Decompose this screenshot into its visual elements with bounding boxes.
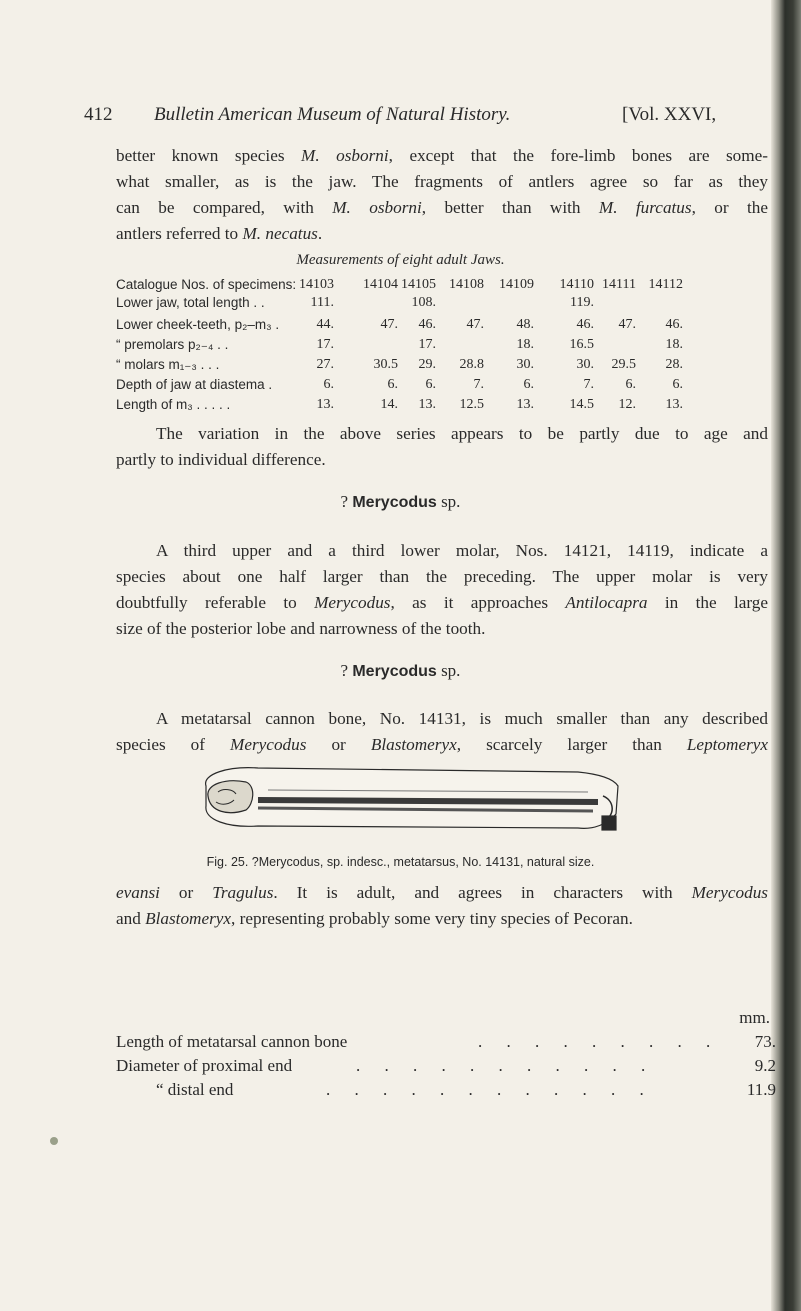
measurement-cell: 29.: [418, 357, 436, 372]
measurement-cell: 18.: [665, 337, 683, 352]
section-heading-2: ? Merycodus sp.: [340, 661, 461, 680]
measurement-cell: 17.: [316, 337, 334, 352]
measurement-cell: 47.: [466, 317, 484, 332]
catalogue-number-cell: 14109: [499, 277, 534, 292]
table-row: [116, 357, 776, 375]
measurement-cell: 14.5: [569, 397, 594, 412]
measurement-cell: 6.: [323, 377, 334, 392]
measurement-cell: 13.: [516, 397, 534, 412]
unit-label: mm.: [739, 1008, 770, 1027]
measurement-cell: 28.: [665, 357, 683, 372]
measurement-cell: 108.: [411, 295, 436, 310]
measurement-cell: 47.: [618, 317, 636, 332]
measurement-cell: 30.: [516, 357, 534, 372]
table-row: [116, 377, 776, 395]
dimension-row: [116, 1032, 776, 1054]
measurement-cell: 44.: [316, 317, 334, 332]
row-label: “ molars m₁₋₃ . . .: [116, 357, 220, 372]
measurement-cell: 16.5: [569, 337, 594, 352]
row-label: Lower cheek-teeth, p₂–m₃ .: [116, 317, 280, 332]
measurement-cell: 7.: [473, 377, 484, 392]
text-line: The variation in the above series appears to be partly due to age and: [156, 424, 768, 443]
metatarsus-bone-illustration: [206, 768, 618, 830]
table-row: [116, 397, 776, 415]
measurement-cell: 6.: [625, 377, 636, 392]
dimension-label: “ distal end: [156, 1080, 234, 1099]
table-row: [116, 317, 776, 335]
measurement-cell: 46.: [418, 317, 436, 332]
measurement-cell: 6.: [425, 377, 436, 392]
metatarsus-figure: [198, 756, 628, 848]
dimension-value: 73.: [754, 1032, 776, 1051]
text-line: A metatarsal cannon bone, No. 14131, is much smaller than any described: [156, 709, 768, 728]
page-number: 412: [84, 104, 113, 125]
continuation-paragraph: [116, 880, 768, 932]
text-line: better known species M. osborni, except that the fore-limb bones are some-: [116, 146, 768, 165]
scan-spot: [50, 1137, 58, 1145]
section2-paragraph: [116, 706, 768, 758]
text-line: and Blastomeryx, representing probably some very tiny species of Pecoran.: [116, 909, 633, 928]
dimension-label: Diameter of proximal end: [116, 1056, 293, 1075]
measurement-cell: 119.: [570, 295, 594, 310]
text-line: can be compared, with M. osborni, better than with M. furcatus, or the: [116, 198, 768, 217]
catalogue-number-cell: 14103: [299, 277, 334, 292]
running-head: [84, 104, 774, 128]
measurement-cell: 6.: [523, 377, 534, 392]
measurement-cell: 17.: [418, 337, 436, 352]
measurement-cell: 13.: [418, 397, 436, 412]
dimension-label: Length of metatarsal cannon bone: [116, 1032, 348, 1051]
measurement-cell: 28.8: [459, 357, 484, 372]
dimension-row: [116, 1080, 776, 1102]
row-label: “ premolars p₂₋₄ . .: [116, 337, 229, 352]
row-label: Lower jaw, total length . .: [116, 295, 265, 310]
section-heading-1: ? Merycodus sp.: [340, 492, 461, 511]
measurement-cell: 6.: [672, 377, 683, 392]
dimension-value: 9.2: [754, 1056, 776, 1075]
dimension-row: [116, 1056, 776, 1078]
text-line: antlers referred to M. necatus.: [116, 224, 323, 243]
leader-dots: . . . . . . . . . . . .: [326, 1080, 654, 1099]
figure-caption: Fig. 25. ?Merycodus, sp. indesc., metatarsus, No. 14131, natural size.: [206, 855, 595, 869]
measurement-cell: 6.: [387, 377, 398, 392]
journal-title: Bulletin American Museum of Natural History.: [154, 104, 511, 125]
row-label: Catalogue Nos. of specimens:: [116, 277, 297, 292]
leader-dots: . . . . . . . . . . .: [356, 1056, 656, 1075]
text-line: doubtfully referable to Merycodus, as it approaches Antilocapra in the large: [116, 593, 768, 612]
catalogue-number-cell: 14104: [363, 277, 398, 292]
catalogue-number-cell: 14110: [559, 277, 594, 292]
table-row: [116, 295, 776, 313]
dimension-value: 11.9: [746, 1080, 776, 1099]
table-header-row: [116, 277, 776, 295]
leader-dots: . . . . . . . . .: [478, 1032, 721, 1051]
measurement-cell: 27.: [316, 357, 334, 372]
catalogue-number-cell: 14105: [401, 277, 436, 292]
measurement-cell: 46.: [576, 317, 594, 332]
measurement-cell: 30.5: [373, 357, 398, 372]
measurement-cell: 48.: [516, 317, 534, 332]
measurement-cell: 12.5: [459, 397, 484, 412]
row-label: Depth of jaw at diastema .: [116, 377, 273, 392]
section1-paragraph: [116, 538, 768, 642]
measurement-cell: 18.: [516, 337, 534, 352]
measurement-cell: 13.: [665, 397, 683, 412]
row-label: Length of m₃ . . . . .: [116, 397, 231, 412]
text-line: species of Merycodus or Blastomeryx, scarcely larger than Leptomeryx: [116, 735, 769, 754]
intro-paragraph: [116, 143, 768, 247]
variation-paragraph: [116, 421, 768, 473]
measurement-cell: 29.5: [611, 357, 636, 372]
text-line: what smaller, as is the jaw. The fragments of antlers agree so far as they: [116, 172, 768, 191]
binding-edge: [771, 0, 801, 1311]
text-line: evansi or Tragulus. It is adult, and agrees in characters with Merycodus: [116, 883, 768, 902]
measurement-cell: 47.: [380, 317, 398, 332]
table-title: Measurements of eight adult Jaws.: [296, 252, 505, 268]
measurement-cell: 14.: [380, 397, 398, 412]
measurement-cell: 46.: [665, 317, 683, 332]
measurement-cell: 30.: [576, 357, 594, 372]
catalogue-number-cell: 14112: [648, 277, 683, 292]
volume-label: [Vol. XXVI,: [622, 104, 717, 125]
text-line: partly to individual difference.: [116, 450, 326, 469]
text-line: size of the posterior lobe and narrowness of the tooth.: [116, 619, 486, 638]
measurement-cell: 7.: [583, 377, 594, 392]
catalogue-number-cell: 14108: [449, 277, 484, 292]
measurement-cell: 111.: [310, 295, 334, 310]
text-line: A third upper and a third lower molar, Nos. 14121, 14119, indicate a: [156, 541, 768, 560]
catalogue-number-cell: 14111: [602, 277, 636, 292]
measurement-cell: 13.: [316, 397, 334, 412]
measurement-cell: 12.: [618, 397, 636, 412]
table-row: [116, 337, 776, 355]
text-line: species about one half larger than the preceding. The upper molar is very: [116, 567, 768, 586]
